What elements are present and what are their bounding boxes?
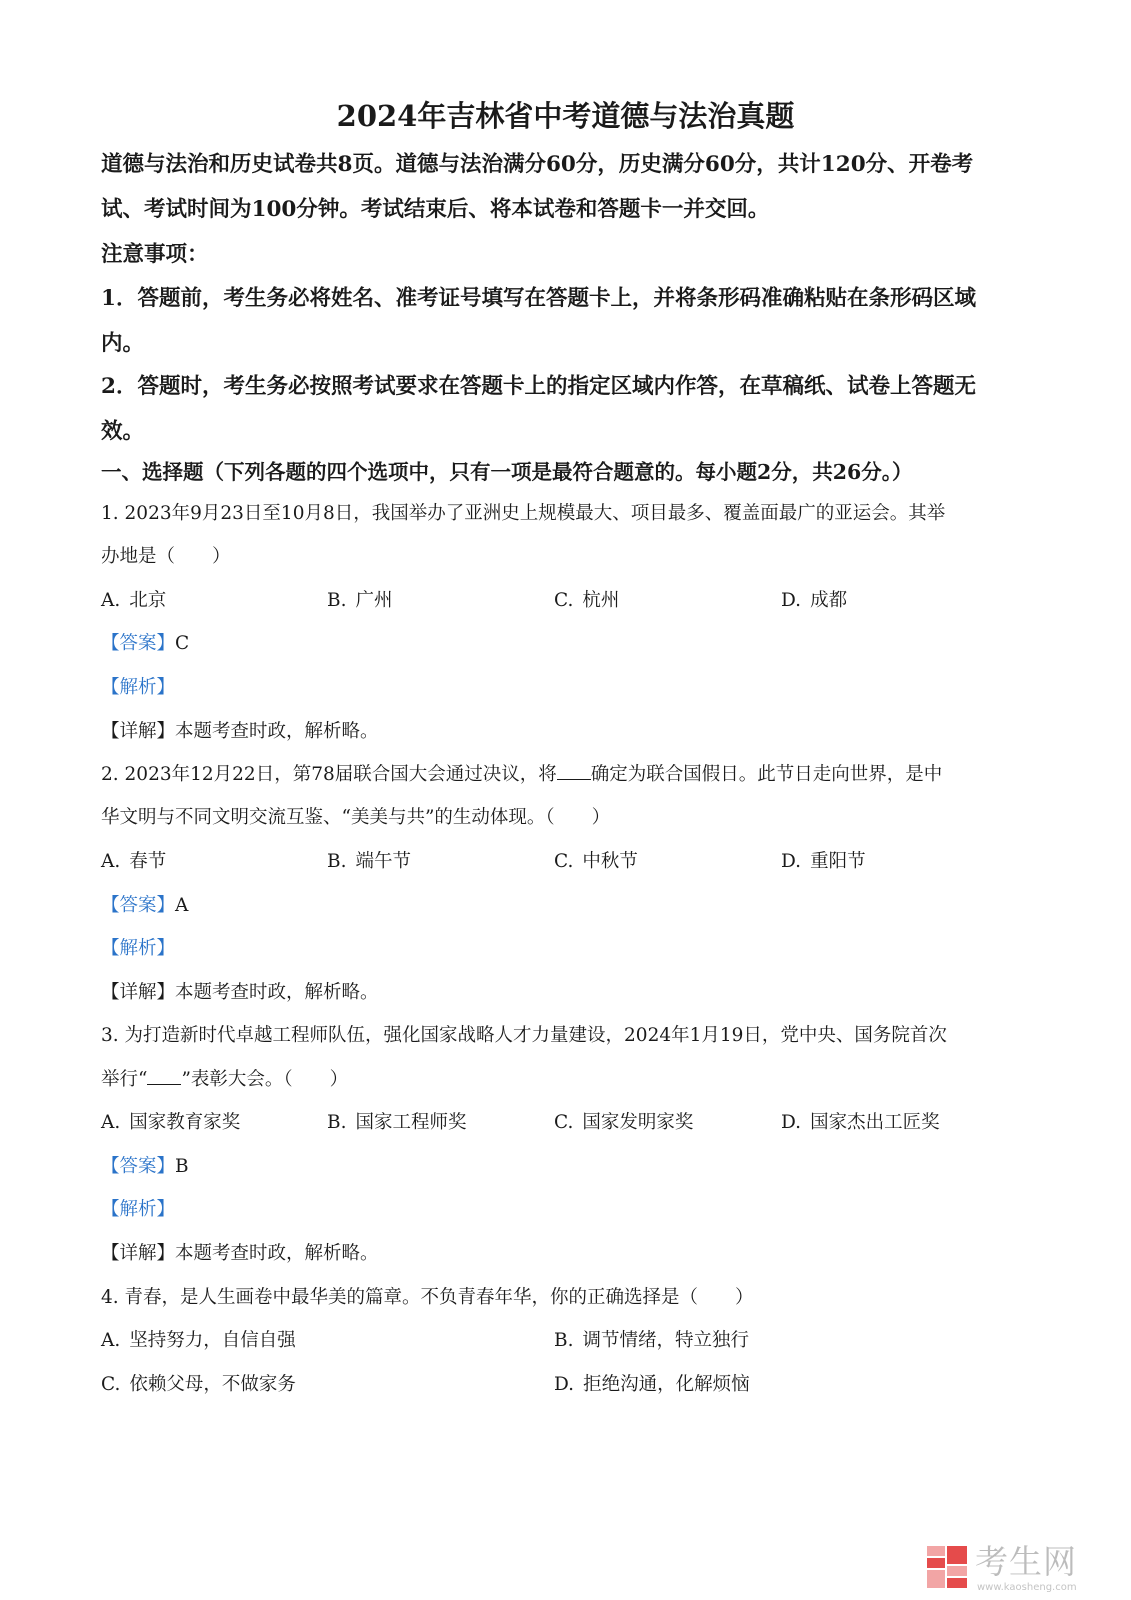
- watermark-name: 考生网: [975, 1542, 1077, 1581]
- notice-item-1: 1．答题前，考生务必将姓名、准考证号填写在答题卡上，并将条形码准确粘贴在条形码区域内。: [101, 286, 976, 356]
- answer-tag: 【答案】: [101, 633, 176, 654]
- fill-blank: [147, 1066, 181, 1085]
- q3-stem-line2: 举行“ ”表彰大会。（ ）: [101, 1066, 1011, 1094]
- q1-stem-line2: 办地是（ ）: [101, 546, 231, 567]
- q3-option-a: A. 国家教育家奖: [101, 1112, 241, 1133]
- kaosheng-logo-icon: [925, 1544, 969, 1590]
- analysis-tag: 【解析】: [101, 938, 176, 959]
- q2-option-b: B. 端午节: [327, 851, 411, 872]
- q1-option-d: D. 成都: [781, 590, 848, 611]
- q1-answer: [101, 630, 1011, 658]
- q2-stem-line2: 华文明与不同文明交流互鉴、“美美与共”的生动体现。（ ）: [101, 807, 611, 828]
- q2-option-a: A. 春节: [101, 851, 167, 872]
- section-heading: 一、选择题（下列各题的四个选项中，只有一项是最符合题意的。每小题2分，共26分。）: [101, 460, 913, 484]
- q2-option-c: C. 中秋节: [554, 851, 638, 872]
- q4-option-a: A. 坚持努力，自信自强: [101, 1330, 296, 1351]
- detail-tag: 【详解】: [101, 721, 176, 742]
- q1-option-b: B. 广州: [327, 590, 393, 611]
- q3-stem-line1: 3. 为打造新时代卓越工程师队伍，强化国家战略人才力量建设，2024年1月19日，党中央、国务院首次: [101, 1025, 947, 1046]
- q2-stem-line1: 2. 2023年12月22日，第78届联合国大会通过决议，将 确定为联合国假日。此节日走向世界，是中: [101, 761, 1011, 789]
- q4-option-d: D. 拒绝沟通，化解烦恼: [554, 1374, 750, 1395]
- q2-option-d: D. 重阳节: [781, 851, 866, 872]
- page-title: 2024年吉林省中考道德与法治真题: [336, 99, 795, 133]
- answer-value: B: [175, 1156, 189, 1177]
- answer-tag: 【答案】: [101, 895, 176, 916]
- detail-tag: 【详解】: [101, 982, 176, 1003]
- notice-item-2: 2．答题时，考生务必按照考试要求在答题卡上的指定区域内作答，在草稿纸、试卷上答题无效。: [101, 374, 976, 444]
- answer-value: A: [175, 895, 189, 916]
- answer-tag: 【答案】: [101, 1156, 176, 1177]
- intro-paragraph: 道德与法治和历史试卷共8页。道德与法治满分60分，历史满分60分，共计120分、开卷考试、考试时间为100分钟。考试结束后、将本试卷和答题卡一并交回。: [101, 152, 974, 222]
- q2-analysis: [101, 935, 1011, 963]
- q1-detail: 【详解】本题考查时政，解析略。: [101, 721, 379, 742]
- q3-answer: [101, 1153, 1011, 1181]
- q4-option-c: C. 依赖父母，不做家务: [101, 1374, 296, 1395]
- fill-blank: [557, 761, 591, 780]
- analysis-tag: 【解析】: [101, 677, 176, 698]
- q2-detail: 【详解】本题考查时政，解析略。: [101, 982, 379, 1003]
- notice-heading: 注意事项：: [101, 242, 209, 267]
- q3-analysis: [101, 1196, 1011, 1224]
- q1-option-c: C. 杭州: [554, 590, 620, 611]
- detail-tag: 【详解】: [101, 1243, 176, 1264]
- q4-stem-line1: 4. 青春，是人生画卷中最华美的篇章。不负青春年华，你的正确选择是（ ）: [101, 1287, 754, 1308]
- q2-answer: [101, 892, 1011, 920]
- answer-value: C: [175, 633, 190, 654]
- q3-option-c: C. 国家发明家奖: [554, 1112, 694, 1133]
- q3-detail: 【详解】本题考查时政，解析略。: [101, 1243, 379, 1264]
- q3-option-b: B. 国家工程师奖: [327, 1112, 467, 1133]
- q3-option-d: D. 国家杰出工匠奖: [781, 1112, 940, 1133]
- watermark-url: www.kaosheng.com: [977, 1582, 1077, 1593]
- q1-option-a: A. 北京: [101, 590, 167, 611]
- q4-option-b: B. 调节情绪，特立独行: [554, 1330, 749, 1351]
- kaosheng-watermark: [925, 1542, 1125, 1593]
- analysis-tag: 【解析】: [101, 1199, 176, 1220]
- q1-stem-line1: 1. 2023年9月23日至10月8日，我国举办了亚洲史上规模最大、项目最多、覆盖面最广的亚运会。其举: [101, 503, 946, 524]
- q1-analysis: [101, 674, 1011, 702]
